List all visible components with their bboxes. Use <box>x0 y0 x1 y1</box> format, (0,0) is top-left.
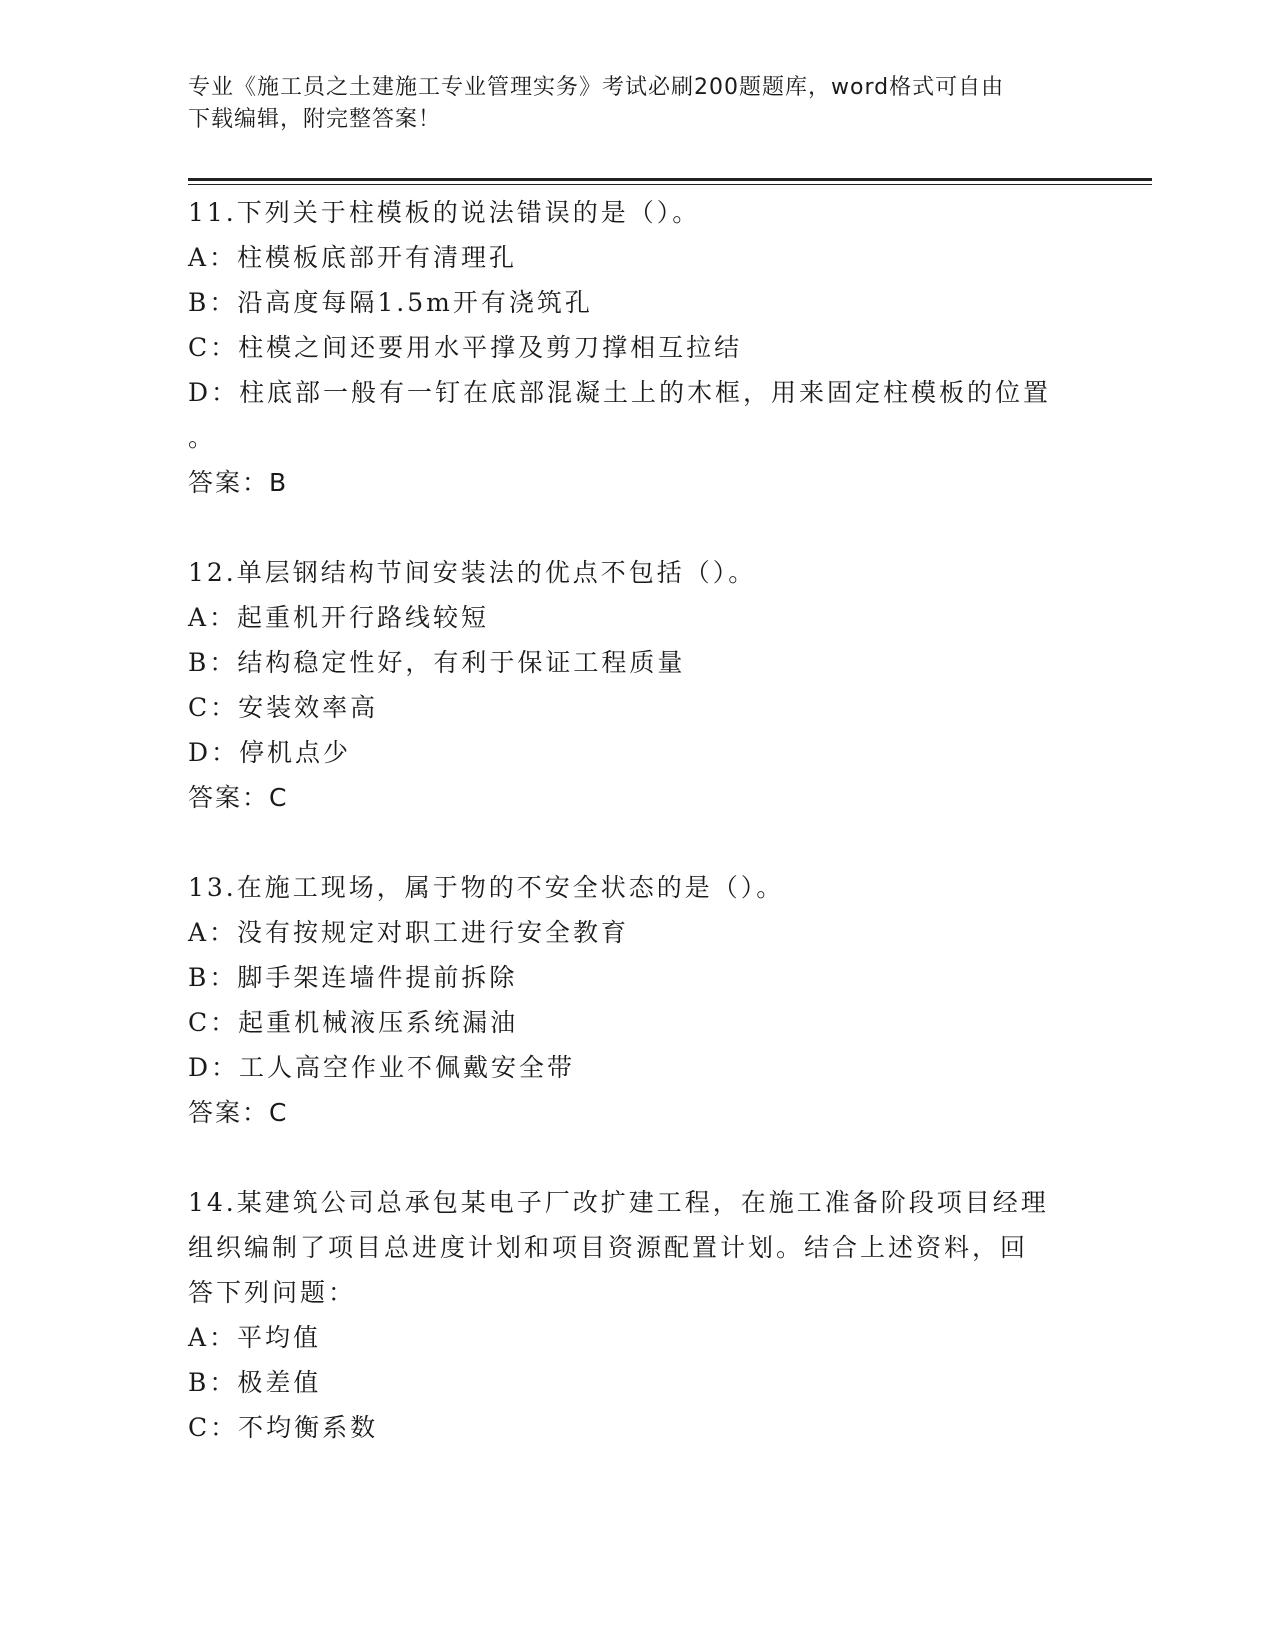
question-spacer <box>188 820 1088 865</box>
document-header <box>188 72 1068 136</box>
option-a: A：柱模板底部开有清理孔 <box>188 243 518 272</box>
option-b: B：脚手架连墙件提前拆除 <box>188 963 518 992</box>
question-stem-line-1: 14.某建筑公司总承包某电子厂改扩建工程，在施工准备阶段项目经理 <box>188 1188 1049 1217</box>
question-stem: 11.下列关于柱模板的说法错误的是（）。 <box>188 198 701 227</box>
option-d: D：工人高空作业不佩戴安全带 <box>188 1053 576 1082</box>
option-d-continuation: 。 <box>188 423 217 452</box>
answer: 答案：B <box>188 468 289 497</box>
option-b: B：极差值 <box>188 1368 322 1397</box>
header-rule-thin <box>188 184 1152 185</box>
question-stem-line-3: 答下列问题： <box>188 1278 357 1307</box>
question-stem: 12.单层钢结构节间安装法的优点不包括（）。 <box>188 558 757 587</box>
header-rule-thick <box>188 178 1152 181</box>
option-a: A：没有按规定对职工进行安全教育 <box>188 918 630 947</box>
question-spacer <box>188 505 1088 550</box>
option-d: D：柱底部一般有一钉在底部混凝土上的木框，用来固定柱模板的位置 <box>188 378 1052 407</box>
option-b: B：沿高度每隔1.5m开有浇筑孔 <box>188 288 593 317</box>
option-d: D：停机点少 <box>188 738 352 767</box>
option-b: B：结构稳定性好，有利于保证工程质量 <box>188 648 686 677</box>
question-14 <box>188 1180 1088 1450</box>
option-a: A：起重机开行路线较短 <box>188 603 490 632</box>
option-c: C：柱模之间还要用水平撑及剪刀撑相互拉结 <box>188 333 743 362</box>
header-line-1: 专业《施工员之土建施工专业管理实务》考试必刷200题题库，word格式可自由 <box>188 75 1005 100</box>
answer: 答案：C <box>188 1098 289 1127</box>
answer: 答案：C <box>188 783 289 812</box>
option-c: C：不均衡系数 <box>188 1413 379 1442</box>
option-c: C：起重机械液压系统漏油 <box>188 1008 519 1037</box>
question-list <box>188 190 1088 1450</box>
question-stem-line-2: 组织编制了项目总进度计划和项目资源配置计划。结合上述资料，回 <box>188 1233 1029 1262</box>
option-a: A：平均值 <box>188 1323 322 1352</box>
question-stem: 13.在施工现场，属于物的不安全状态的是（）。 <box>188 873 785 902</box>
question-spacer <box>188 1135 1088 1180</box>
header-line-2: 下载编辑，附完整答案！ <box>188 107 442 132</box>
question-13 <box>188 865 1088 1135</box>
question-11 <box>188 190 1088 505</box>
option-c: C：安装效率高 <box>188 693 379 722</box>
question-12 <box>188 550 1088 820</box>
